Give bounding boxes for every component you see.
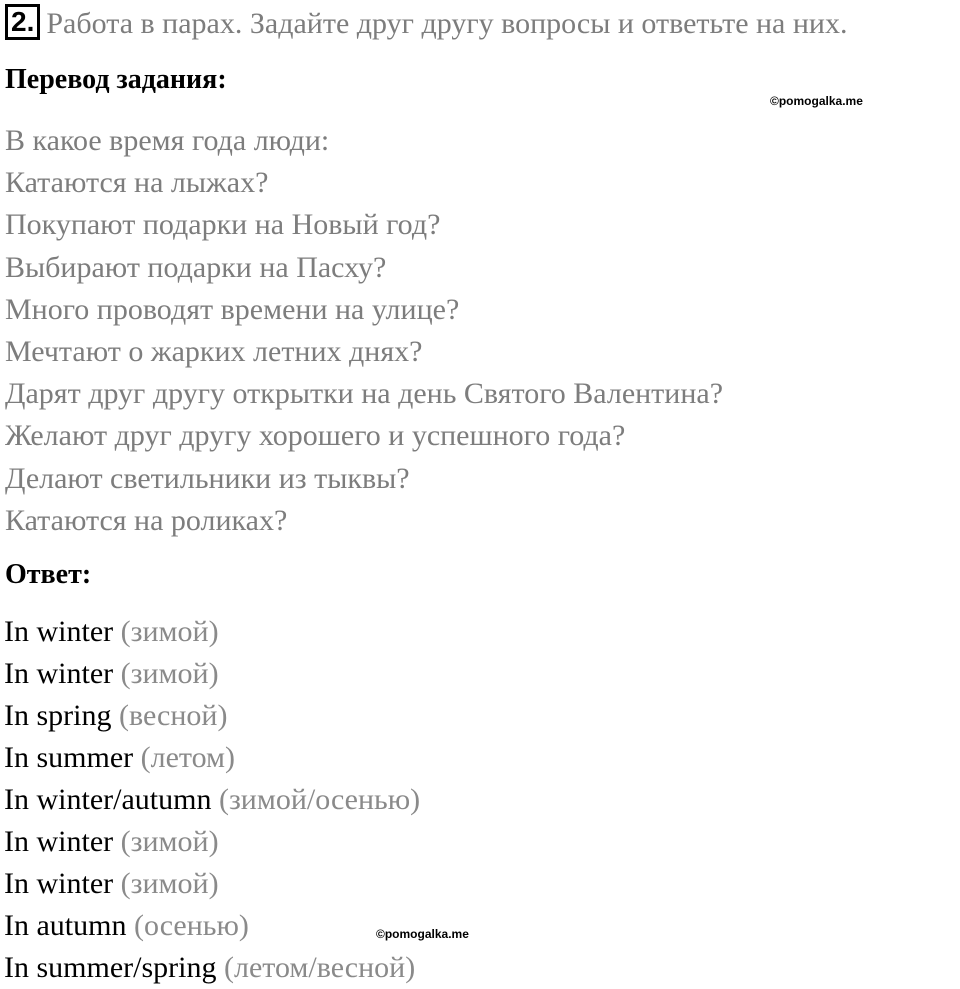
translation-line: Дарят друг другу открытки на день Святого Валентина?	[5, 377, 724, 411]
translation-line: Катаются на роликах?	[5, 503, 288, 537]
answer-heading: Ответ:	[5, 559, 92, 590]
task-text: Работа в парах. Задайте друг другу вопросы и ответьте на них.	[46, 7, 848, 40]
watermark-bottom: ©pomogalka.me	[376, 927, 469, 941]
answer-english: In spring	[4, 699, 112, 732]
translation-line: Выбирают подарки на Пасху?	[5, 250, 387, 284]
translation-line: Катаются на лыжах?	[5, 166, 269, 200]
answer-russian: (зимой)	[120, 657, 219, 690]
answer-line	[4, 653, 420, 695]
answer-line	[4, 611, 420, 653]
answer-english: In winter	[4, 657, 114, 690]
answer-russian: (весной)	[119, 699, 228, 732]
answer-english: In winter	[4, 825, 114, 858]
answer-russian: (зимой)	[120, 825, 219, 858]
translation-line: Покупают подарки на Новый год?	[5, 208, 441, 242]
translation-heading: Перевод задания:	[5, 64, 227, 95]
task-number: 2.	[5, 4, 40, 40]
answer-english: In winter/autumn	[4, 783, 212, 816]
translation-line: Много проводят времени на улице?	[5, 292, 460, 326]
answer-russian: (летом)	[140, 741, 236, 774]
answer-russian: (зимой/осенью)	[218, 783, 421, 816]
answer-russian: (зимой)	[120, 615, 219, 648]
answer-line	[4, 821, 420, 863]
answer-english: In winter	[4, 867, 114, 900]
translation-line: Мечтают о жарких летних днях?	[5, 335, 423, 369]
answer-list	[4, 611, 420, 989]
translation-line: В какое время года люди:	[5, 124, 330, 157]
answer-english: In winter	[4, 615, 114, 648]
answer-english: In autumn	[4, 909, 127, 942]
answer-english: In summer/spring	[4, 951, 217, 984]
answer-line	[4, 737, 420, 779]
answer-line	[4, 779, 420, 821]
translation-list	[5, 120, 723, 542]
answer-line	[4, 947, 420, 989]
task-header	[5, 4, 847, 44]
translation-line: Желают друг другу хорошего и успешного года?	[5, 419, 626, 453]
answer-line	[4, 863, 420, 905]
answer-russian: (зимой)	[120, 867, 219, 900]
watermark-top: ©pomogalka.me	[770, 94, 863, 108]
answer-line	[4, 905, 420, 947]
answer-russian: (летом/весной)	[223, 951, 416, 984]
translation-line: Делают светильники из тыквы?	[5, 461, 410, 495]
answer-line	[4, 695, 420, 737]
answer-russian: (осенью)	[133, 909, 249, 942]
answer-english: In summer	[4, 741, 134, 774]
